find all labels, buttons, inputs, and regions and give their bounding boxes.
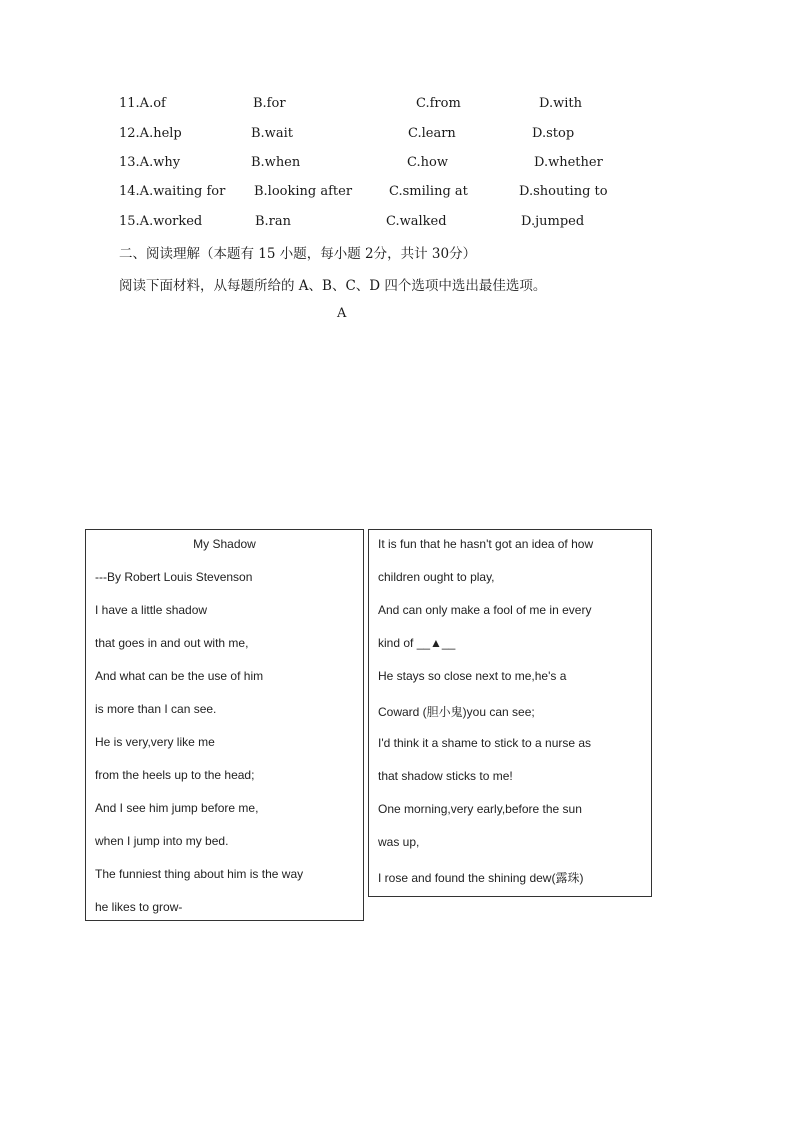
question-12-options [0,124,794,144]
option-d: D.whether [534,155,603,170]
poem-line: was up, [378,835,420,849]
option-c: C.learn [408,126,456,141]
option-b: B.ran [255,214,292,229]
option-c: C.from [416,96,461,111]
option-d: D.with [539,96,582,111]
poem-line: He is very,very like me [95,735,215,749]
poem-line: that goes in and out with me, [95,636,249,650]
instruction-text: 阅读下面材料，从每题所给的 A、B、C、D 四个选项中选出最佳选项。 [119,278,547,294]
poem-line: that shadow sticks to me! [378,769,513,783]
poem-line: He stays so close next to me,he's a [378,669,567,683]
option-a: 15.A.worked [119,214,203,229]
option-c: C.walked [386,214,447,229]
poem-line: And can only make a fool of me in every [378,603,592,617]
option-d: D.stop [532,126,575,141]
question-13-options [0,153,794,173]
poem-line: I have a little shadow [95,603,208,617]
poem-line: children ought to play, [378,570,495,584]
poem-title: My Shadow [193,537,256,551]
option-d: D.shouting to [519,184,608,199]
poem-line: ---By Robert Louis Stevenson [95,570,253,584]
option-a: 12.A.help [119,126,182,141]
option-a: 14.A.waiting for [119,184,226,199]
poem-line: is more than I can see. [95,702,217,716]
option-b: B.when [251,155,301,170]
poem-line: he likes to grow- [95,900,183,914]
poem-line: One morning,very early,before the sun [378,802,582,816]
poem-line: from the heels up to the head; [95,768,255,782]
poem-line: And I see him jump before me, [95,801,259,815]
poem-line: when I jump into my bed. [95,834,229,848]
poem-line: And what can be the use of him [95,669,264,683]
question-15-options [0,212,794,232]
poem-line: I rose and found the shining dew(露珠) [378,871,584,885]
option-d: D.jumped [521,214,585,229]
poem-line-blank: kind of __▲__ [378,636,456,650]
option-c: C.how [407,155,448,170]
option-b: B.for [253,96,286,111]
poem-left-box [85,529,364,921]
option-b: B.wait [251,126,293,141]
option-b: B.looking after [254,184,353,199]
passage-label: A [337,306,347,321]
poem-line: Coward (胆小鬼)you can see; [378,705,535,719]
option-a: 11.A.of [119,96,166,111]
poem-line: I'd think it a shame to stick to a nurse as [378,736,592,750]
question-11-options [0,94,794,114]
poem-right-box [368,529,652,897]
poem-line: It is fun that he hasn't got an idea of how [378,537,594,551]
poem-line: The funniest thing about him is the way [95,867,304,881]
question-14-options [0,182,794,202]
option-a: 13.A.why [119,155,181,170]
section-title: 二、阅读理解（本题有 15 小题，每小题 2分，共计 30分） [119,246,477,262]
option-c: C.smiling at [389,184,468,199]
